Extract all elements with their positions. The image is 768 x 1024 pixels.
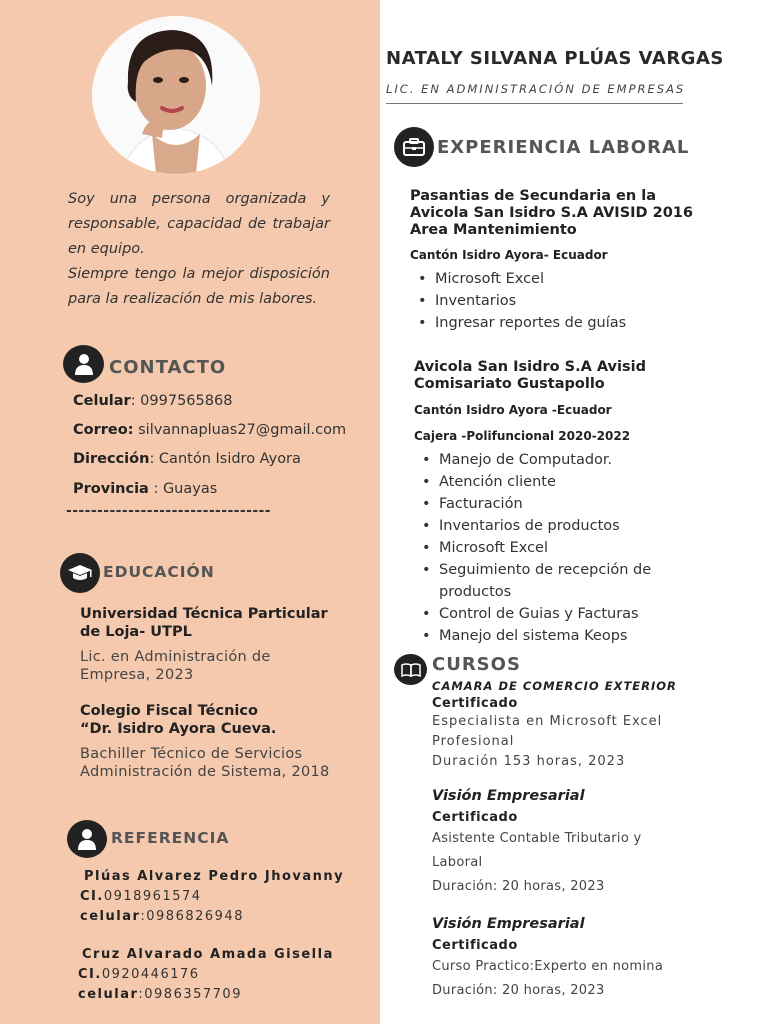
list-item: • Ingresar reportes de guías: [410, 312, 710, 334]
professional-title: LIC. EN ADMINISTRACIÓN DE EMPRESAS: [386, 82, 686, 96]
list-item: • Microsoft Excel: [410, 268, 710, 290]
province-label: Provincia: [73, 481, 149, 497]
education-degree: Lic. en Administración de Empresa, 2023: [80, 649, 271, 683]
education-school: Colegio Fiscal Técnico “Dr. Isidro Ayora Cueva.: [80, 703, 277, 737]
course-title: Visión Empresarial: [432, 788, 585, 804]
job-title: Pasantias de Secundaria en la Avicola San Isidro S.A AVISID 2016 Area Mantenimiento: [410, 188, 693, 238]
about-paragraph-2: Siempre tengo la mejor disposición para la realización de mis labores.: [68, 266, 330, 307]
ci-label: CI.: [80, 889, 104, 904]
course-item-1: [432, 679, 682, 772]
course-item-3: [432, 916, 682, 1003]
list-item: • Facturación: [414, 493, 674, 515]
address-value: : Cantón Isidro Ayora: [149, 451, 301, 467]
contact-address: [73, 451, 301, 467]
references-heading: REFERENCIA: [111, 829, 230, 847]
email-value: silvannapluas27@gmail.com: [133, 422, 347, 438]
profile-photo: [92, 16, 260, 174]
job-tasks: [414, 449, 674, 647]
contact-province: [73, 481, 217, 497]
course-certificate: Certificado: [432, 810, 518, 825]
job-item-2: [414, 359, 714, 647]
experience-heading: EXPERIENCIA LABORAL: [437, 137, 690, 158]
about-text: [68, 187, 330, 312]
reference-phone: :0986826948: [140, 909, 244, 924]
course-description: Curso Practico:Experto en nomina: [432, 959, 664, 974]
phone-label: celular: [80, 909, 141, 924]
book-icon: [394, 654, 427, 685]
email-label: Correo:: [73, 422, 134, 438]
list-item: • Atención cliente: [414, 471, 674, 493]
course-duration: Duración: 20 horas, 2023: [432, 879, 605, 894]
list-item: • Inventarios: [410, 290, 710, 312]
reference-name: Cruz Alvarado Amada Gisella: [82, 947, 334, 962]
education-school: Universidad Técnica Particular de Loja- UTPL: [80, 606, 328, 640]
phone-label: Celular: [73, 393, 131, 409]
list-item: • Inventarios de productos: [414, 515, 674, 537]
reference-ci: 0920446176: [101, 967, 200, 982]
course-organization: CAMARA DE COMERCIO EXTERIOR: [432, 679, 677, 693]
contact-phone: [73, 393, 232, 409]
contact-divider: ---------------------------------: [66, 503, 271, 519]
list-item: • Manejo de Computador.: [414, 449, 674, 471]
job-title: Avicola San Isidro S.A Avisid Comisariato Gustapollo: [414, 359, 646, 392]
ci-label: CI.: [78, 967, 102, 982]
course-certificate: Certificado: [432, 938, 518, 953]
course-description: Especialista en Microsoft Excel Profesional: [432, 714, 663, 749]
reference-phone: :0986357709: [138, 987, 242, 1002]
person-icon: [63, 345, 104, 383]
person-icon: [67, 820, 107, 858]
list-item: • Seguimiento de recepción de productos: [414, 559, 674, 603]
education-heading: EDUCACIÓN: [103, 563, 215, 581]
education-degree: Bachiller Técnico de Servicios Administración de Sistema, 2018: [80, 746, 330, 780]
reference-item-1: [80, 867, 344, 927]
course-duration: Duración 153 horas, 2023: [432, 754, 626, 769]
job-location: Cantón Isidro Ayora -Ecuador: [414, 403, 612, 417]
course-certificate: Certificado: [432, 696, 518, 711]
reference-ci: 0918961574: [103, 889, 202, 904]
briefcase-icon: [394, 127, 434, 167]
course-duration: Duración: 20 horas, 2023: [432, 983, 605, 998]
address-label: Dirección: [73, 451, 150, 467]
contact-email: [73, 422, 346, 438]
province-value: : Guayas: [148, 481, 218, 497]
courses-heading: CURSOS: [432, 654, 521, 675]
graduation-cap-icon: [60, 553, 100, 593]
contact-heading: CONTACTO: [109, 357, 227, 378]
course-title: Visión Empresarial: [432, 916, 585, 932]
reference-item-2: [78, 945, 334, 1005]
reference-name: Plúas Alvarez Pedro Jhovanny: [84, 869, 345, 884]
title-underline: [386, 103, 683, 104]
list-item: • Control de Guias y Facturas: [414, 603, 674, 625]
phone-label: celular: [78, 987, 139, 1002]
phone-value: : 0997565868: [130, 393, 233, 409]
list-item: • Manejo del sistema Keops: [414, 625, 674, 647]
job-role: Cajera -Polifuncional 2020-2022: [414, 429, 631, 443]
job-location: Cantón Isidro Ayora- Ecuador: [410, 248, 608, 262]
course-description: Asistente Contable Tributario y Laboral: [432, 831, 642, 870]
job-item-1: [410, 188, 710, 334]
full-name: NATALY SILVANA PLÚAS VARGAS: [386, 48, 724, 69]
education-item-2: [80, 702, 350, 781]
about-paragraph-1: Soy una persona organizada y responsable, capacidad de trabajar en equipo.: [68, 191, 330, 257]
list-item: • Microsoft Excel: [414, 537, 674, 559]
education-item-1: [80, 605, 350, 684]
job-tasks: [410, 268, 710, 334]
course-item-2: [432, 788, 672, 899]
